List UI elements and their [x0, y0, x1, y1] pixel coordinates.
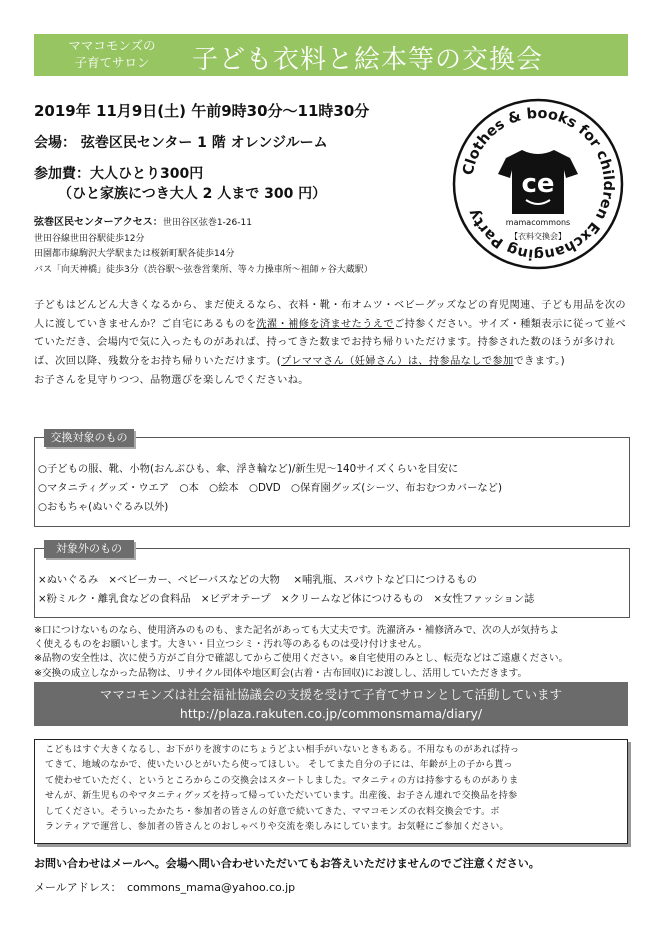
exchange-party-logo	[452, 98, 624, 270]
list-item: ×ぬいぐるみ ×ベビーカー、ベビーバスなどの大物 ×哺乳瓶、スパウトなど口につけるもの	[38, 574, 477, 586]
story-line: してください。そういったかたち・参加者の皆さんの好意で続いてきた、ママコモンズの衣料交換会です。ボ	[45, 806, 500, 817]
story-line: せんが、新生児ものやマタニティグッズを持って帰っていただいています。出産後、お子さん連れで交換品を持参	[45, 791, 518, 802]
access-info	[34, 215, 373, 278]
logo-sub-text: mamacommons	[505, 218, 571, 227]
event-fee: 参加費：大人ひとり300円	[34, 166, 204, 182]
intro-underline: 洗濯・補修を済ませたうえで	[256, 318, 394, 330]
event-datetime: 2019年 11月9日(土) 午前9時30分～11時30分	[34, 102, 370, 120]
note-line: ※口につけないものなら、使用済みのものも、また記名があっても大丈夫です。洗濯済み・補修済みで、次の人が気持ちよ	[34, 625, 559, 636]
list-item: ○子どもの服、靴、小物(おんぶひも、傘、浮き輪など)/新生児～140サイズくらいを目安に	[38, 463, 459, 475]
logo-shirt-text: ce	[521, 169, 555, 199]
logo-ring-text: Clothes & books for children Exchanging Party	[460, 105, 617, 263]
list-item: ○マタニティグッズ・ウエア ○本 ○絵本 ○DVD ○保育園グッズ(シーツ、布おむつカバーなど)	[38, 482, 502, 494]
event-fee-note: （ひと家族につき大人 2 人まで 300 円）	[58, 186, 327, 202]
support-text: ママコモンズは社会福祉協議会の支援を受けて子育てサロンとして活動しています	[99, 687, 563, 702]
notes	[34, 624, 634, 681]
excluded-heading: 対象外のもの	[44, 540, 134, 558]
list-item: ○おもちゃ(ぬいぐるみ以外)	[38, 501, 169, 513]
excluded-list	[34, 571, 534, 609]
intro-underline: プレママさん（妊婦さん）は、持参品なしで参加	[281, 356, 514, 368]
access-line: 田園都市線駒沢大学駅または桜新町駅各徒歩14分	[34, 249, 235, 259]
intro-text: ご持参ください。サイズ・種類表示に従って並べていただき、会場内で気に入ったものがあれば、持ってきた数までお持ち帰りいただけます。持参された数のほうが多ければ、次回以降、残数分をお持ち帰りいただけます。(	[34, 318, 627, 368]
intro-text: お子さんを見守りつつ、品物選びを楽しんでくださいね。	[34, 374, 309, 386]
support-bar	[34, 682, 628, 726]
intro-paragraph	[34, 297, 630, 391]
intro-text: 子どもはどんどん大きくなるから、まだ使えるなら、衣料・靴・布オムツ・ベビーグッズなどの育児関連、子ども用品を次の人に渡していきませんか？ご自宅にあるものを	[34, 300, 626, 330]
contact-email[interactable]: メールアドレス： commons_mama@yahoo.co.jp	[34, 881, 296, 894]
story-line: こどもはすぐ大きくなるし、お下がりを渡すのにちょうどよい相手がいないときもある。不用なものがあれば持っ	[45, 745, 520, 755]
access-label: 弦巻区民センターアクセス：	[34, 217, 163, 228]
contact-notice: お問い合わせはメールへ。会場へ問い合わせいただいてもお答えいただけませんのでご注意ください。	[34, 857, 540, 870]
event-venue: 会場： 弦巻区民センター 1 階 オレンジルーム	[34, 135, 328, 151]
note-line: ※交換の成立しなかった品物は、リサイクル団体や地区町会(古着・古布回収)にお渡しし、活用していただきます。	[34, 667, 528, 679]
access-address: 世田谷区弦巻1-26-11	[162, 218, 252, 228]
organizer-line2: 子育てサロン	[74, 55, 150, 70]
page-title: 子ども衣料と絵本等の交換会	[192, 45, 544, 75]
story-line: て使わせていただく、というところからこの交換会はスタートしました。マタニティの方は持参するものがありま	[45, 775, 519, 786]
targets-list	[34, 460, 502, 517]
logo-jp-text: 【衣料交換会】	[510, 232, 566, 241]
note-line: く使えるものをお願いします。大きい・目立つシミ・汚れ等のあるものは受け付けません。	[34, 639, 428, 651]
intro-text: できます。)	[513, 356, 565, 368]
list-item: ×粉ミルク・離乳食などの食料品 ×ビデオテープ ×クリームなど体につけるもの ×女性ファッション誌	[38, 593, 535, 605]
organizer-line1: ママコモンズの	[68, 38, 156, 53]
support-url-link[interactable]: http://plaza.rakuten.co.jp/commonsmama/diary/	[179, 706, 483, 721]
note-line: ※品物の安全性は、次に使う方がご自分で確認してからご使用ください。※自宅使用のみとし、転売などはご遠慮ください。	[34, 653, 569, 665]
targets-heading: 交換対象のもの	[44, 429, 134, 447]
story-box	[34, 739, 628, 844]
access-line: バス「向天神橋」徒歩3分（渋谷駅～弦巻営業所、等々力操車所～祖師ヶ谷大蔵駅）	[34, 264, 373, 275]
title-banner	[34, 34, 628, 76]
story-line: てきて、地域のなかで、使いたいひとがいたら使ってほしい。 そしてまた自分の子には、年齢が上の子から貰っ	[45, 760, 513, 771]
story-line: ランティアで運営し、参加者の皆さんとのおしゃべりや交流を楽しみにしています。お気軽にご参加ください。	[45, 822, 509, 833]
organizer-label	[52, 37, 172, 71]
access-line: 世田谷線世田谷駅徒歩12分	[34, 233, 145, 244]
